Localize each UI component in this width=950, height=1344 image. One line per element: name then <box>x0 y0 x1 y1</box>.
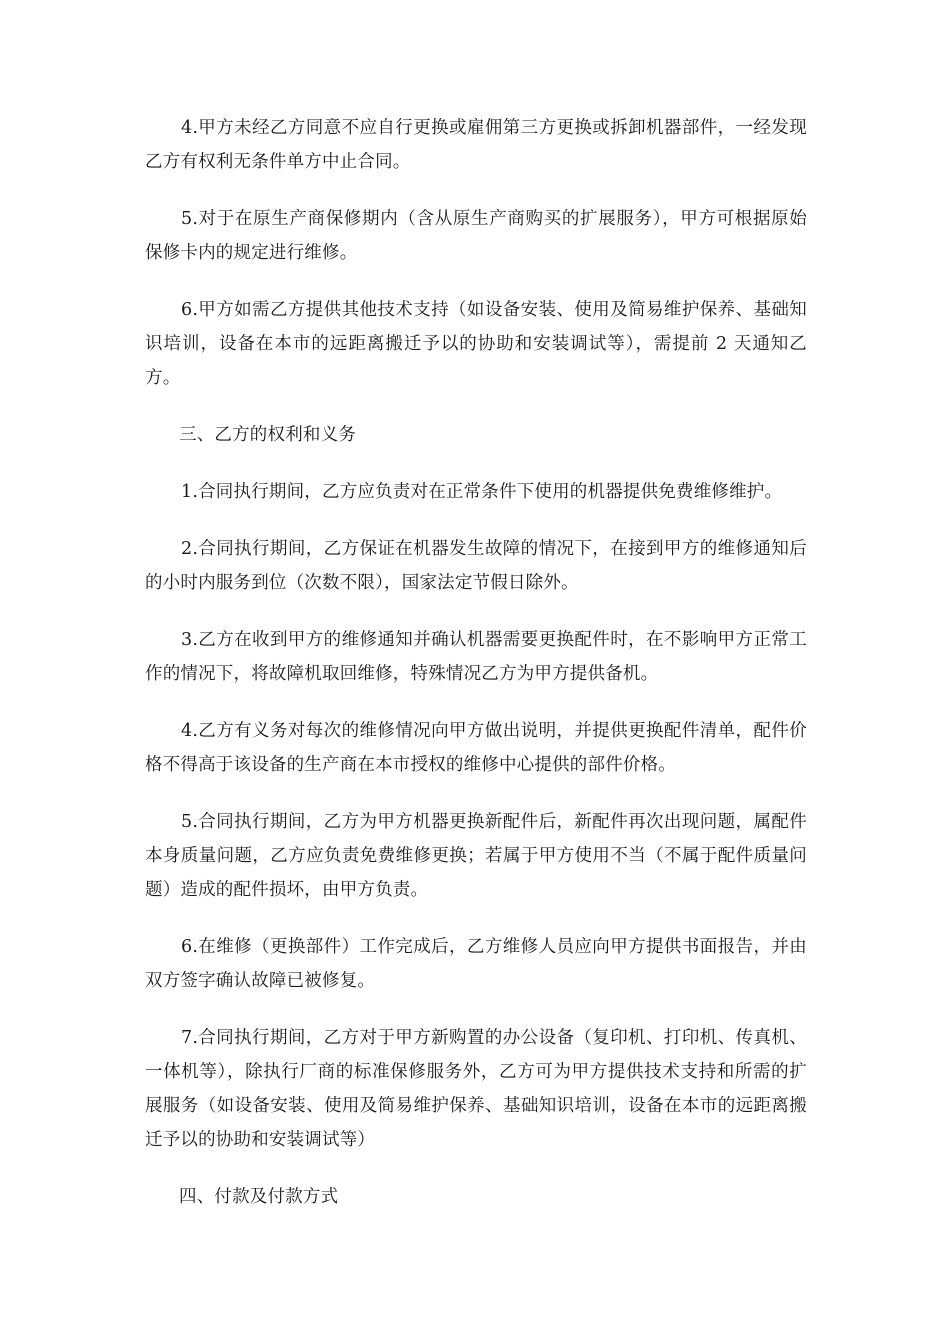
clause-party-a-4: 4.甲方未经乙方同意不应自行更换或雇佣第三方更换或拆卸机器部件，一经发现乙方有权利无条件单方中止合同。 <box>145 118 807 172</box>
clause-party-b-4: 4.乙方有义务对每次的维修情况向甲方做出说明，并提供更换配件清单，配件价格不得高于该设备的生产商在本市授权的维修中心提供的部件价格。 <box>145 721 807 775</box>
clause-party-a-5: 5.对于在原生产商保修期内（含从原生产商购买的扩展服务），甲方可根据原始保修卡内的规定进行维修。 <box>145 209 807 263</box>
clause-party-b-1: 1.合同执行期间，乙方应负责对在正常条件下使用的机器提供免费维修维护。 <box>181 482 783 502</box>
section-heading-payment: 四、付款及付款方式 <box>179 1187 339 1207</box>
clause-party-b-3: 3.乙方在收到甲方的维修通知并确认机器需要更换配件时，在不影响甲方正常工作的情况下，将故障机取回维修，特殊情况乙方为甲方提供备机。 <box>145 630 807 684</box>
clause-party-b-2: 2.合同执行期间，乙方保证在机器发生故障的情况下，在接到甲方的维修通知后的小时内服务到位（次数不限），国家法定节假日除外。 <box>145 539 807 593</box>
clause-party-a-6: 6.甲方如需乙方提供其他技术支持（如设备安装、使用及简易维护保养、基础知识培训，设备在本市的远距离搬迁予以的协助和安装调试等），需提前 2 天通知乙方。 <box>145 300 807 388</box>
section-heading-party-b: 三、乙方的权利和义务 <box>179 425 356 445</box>
clause-party-b-6: 6.在维修（更换部件）工作完成后，乙方维修人员应向甲方提供书面报告，并由双方签字确认故障已被修复。 <box>145 937 807 991</box>
clause-party-b-7: 7.合同执行期间，乙方对于甲方新购置的办公设备（复印机、打印机、传真机、一体机等），除执行厂商的标准保修服务外，乙方可为甲方提供技术支持和所需的扩展服务（如设备安装、使用及简易维护保养、基础知识培训，设备在本市的远距离搬迁予以的协助和安装调试等） <box>145 1028 807 1150</box>
clause-party-b-5: 5.合同执行期间，乙方为甲方机器更换新配件后，新配件再次出现问题，属配件本身质量问题，乙方应负责免费维修更换；若属于甲方使用不当（不属于配件质量问题）造成的配件损坏，由甲方负责。 <box>145 812 807 900</box>
document-body <box>145 111 807 1237</box>
